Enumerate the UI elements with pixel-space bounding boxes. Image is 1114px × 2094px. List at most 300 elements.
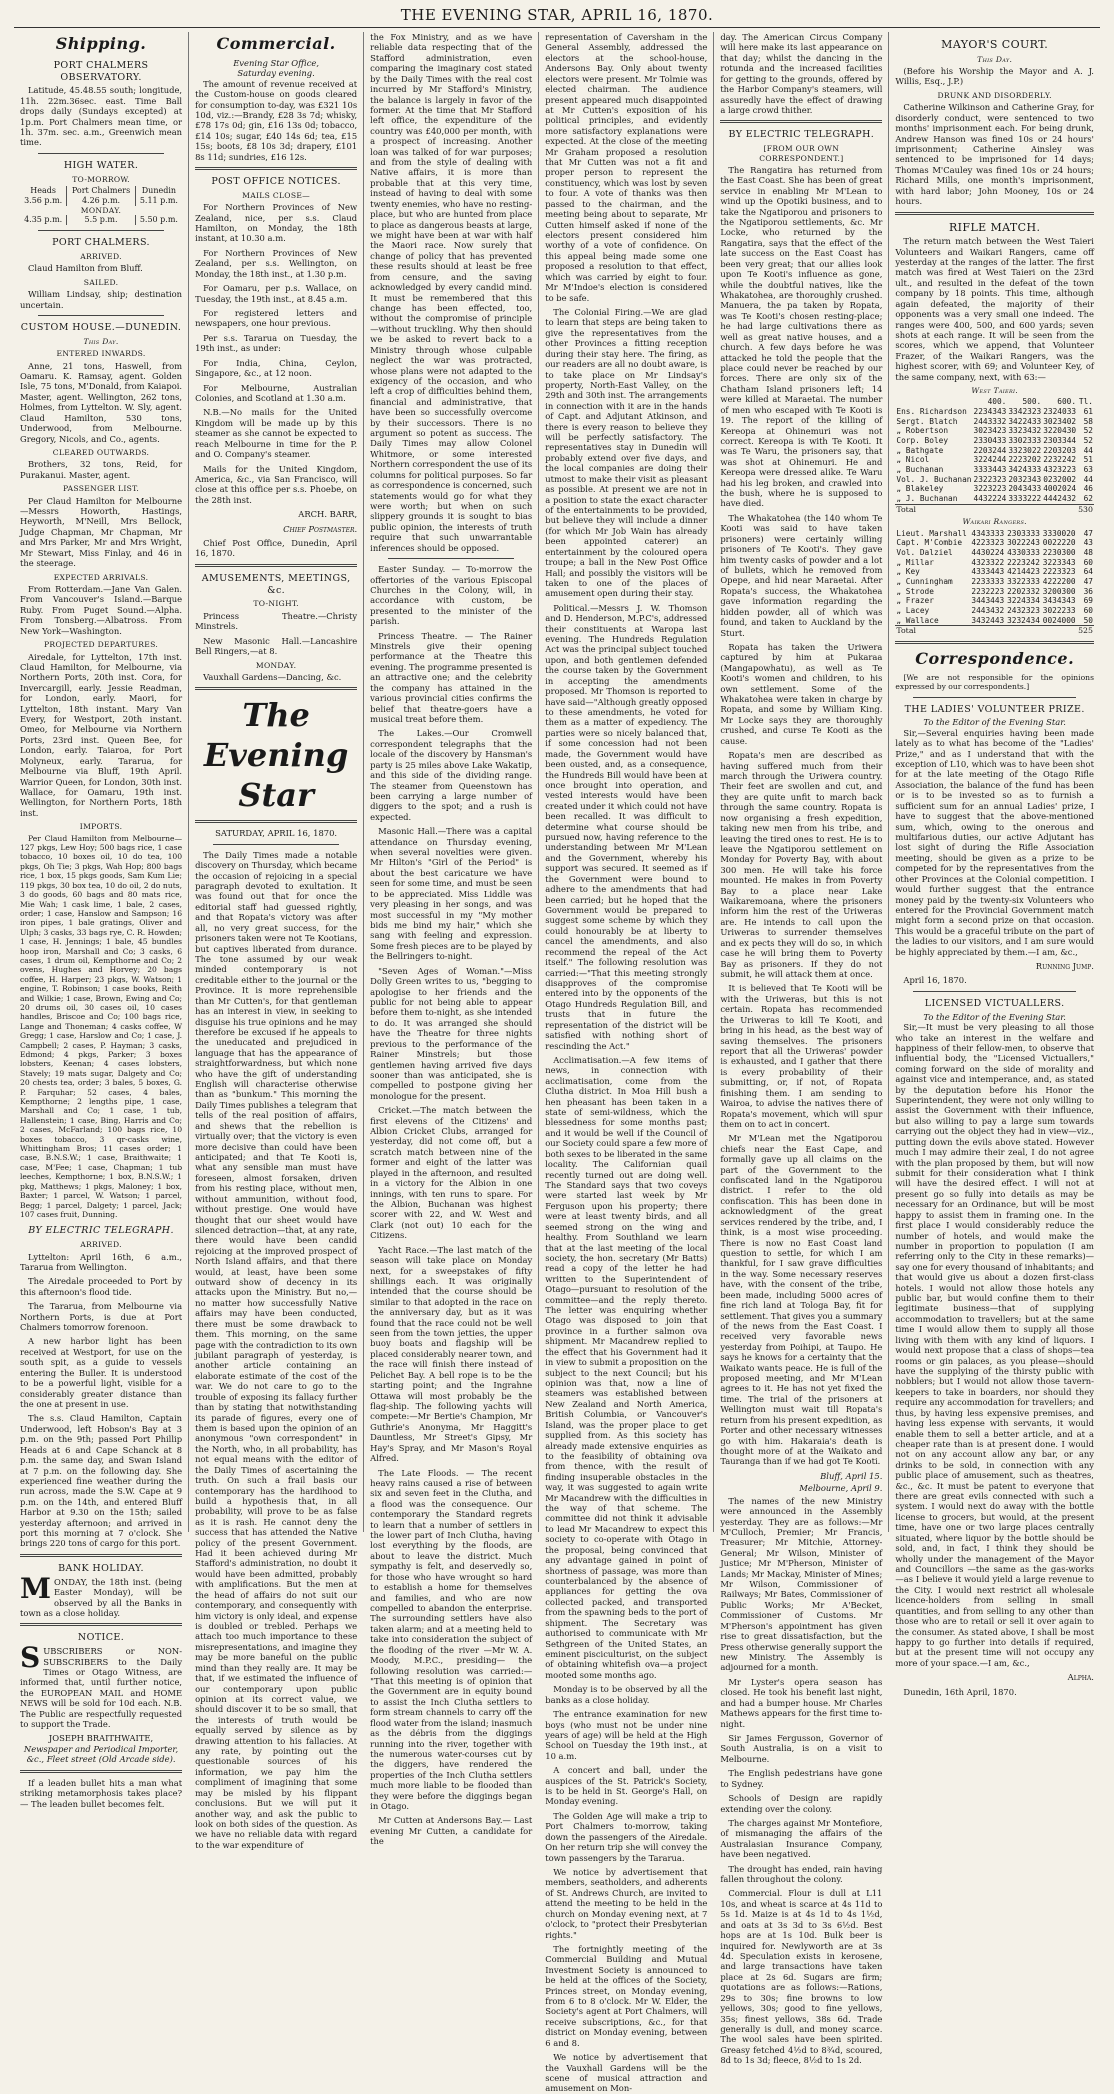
yards-header: Tl.: [1078, 397, 1093, 407]
column-5: [713, 32, 888, 2066]
bank-holiday-text: [20, 1571, 183, 1619]
score-name: „ Millar: [896, 557, 934, 567]
score-name: „ Cunningham: [896, 577, 953, 586]
notice-body: UBSCRIBERS or NON-SUBSCRIBERS to the Daily Times or Otago Witness, are informed that, until further notice, the EUROPEAN MAIL and HOME NEWS will be sold for 10d each. N.B. The Public are respectfully requested to support the Trade.: [20, 1646, 183, 1730]
masonic-hall-item: Masonic Hall.—There was a capital attendance on Thursday evening, when several novelties were given. Mr Hilton's "Girl of the Period" is about the best caricature we have seen for some time, and must be seen to be appreciated. Miss Liddle was very pleasing in her songs, and was most successful in my "My mother bids me bind my hair," which she sang with feeling and expression. Some fresh pieces are to be played by the Bellringers to-night.: [370, 826, 533, 962]
column-2: [188, 32, 363, 1850]
total-spacer: [970, 626, 1006, 636]
correspondence-heading: Correspondence.: [915, 648, 1075, 668]
telegraph-text: It is believed that Te Kooti will be with the Uriweras, but this is not certain. Ropata has recommended the Uriweras to kill Te Kooti, and bring in his head, as the best way of saving themselves. The prisoners report that all the Uriweras' powder is exhausted, and I gather that there is every probability of their submitting, or, if not, of Ropata finishing them. I am sending to Wairoa, to advise the natives there of Ropata's movement, which will spur them on to act in concert.: [720, 983, 883, 1129]
ladies-prize-heading: THE LADIES' VOLUNTEER PRIZE.: [904, 703, 1085, 715]
bank-close-item: Monday is to be observed by all the banks as a close holiday.: [545, 1684, 708, 1705]
claud-text: The s.s. Claud Hamilton, Captain Underwood, left Hobson's Bay at 3 p.m. on the 9th; passed Port Phillip Heads at 6 and Cape Schanck at 8 p.m. the same day, and Swan Island at 7 p.m. on the following day. She experienced fine weather during the run across, made the S.W. Cape at 9 p.m. on the 14th, and entered Bluff Harbor at 9.30 on the 15th; sailed yesterday afternoon; and arrived in port this morning at 7 o'clock. She brings 220 tons of cargo for this port.: [20, 1413, 183, 1549]
late-floods-item: The Late Floods. — The recent heavy rains caused a rise of between six and seven feet in the Clutha, and a flood was the consequence. Our contemporary the Standard regrets to learn that a number of settlers in the lower part of Inch Clutha, having lost everything by the floods, are about to leave the district. Much sympathy is felt, and deservedly so, for those who have wrought so hard to establish a home for themselves and families, and who are now compelled to abandon the enterprise. The surrounding settlers have also taken alarm; and at a meeting held to take into consideration the subject of the flooding of the river —Mr W. A. Moody, M.P.C., presiding— the following resolution was carried:— "That this meeting is of opinion that the Government are in equity bound to assist the Inch Clutha settlers to form stream channels to carry off the flood water from the island; inasmuch as the débris from the diggings running into the river, together with the numerous water-courses cut by the diggers, have rendered the properties of the Inch Clutha settlers much more liable to be flooded than they were before the diggings began in Otago.: [370, 1467, 533, 1812]
arrived2-text: Lyttelton: April 16th, 6 a.m., Tararua from Wellington.: [20, 1251, 183, 1272]
divider: [38, 153, 164, 154]
post-text: For registered letters and newspapers, one hour previous.: [195, 308, 358, 329]
divider: [895, 212, 1094, 215]
tide-col-heads: Heads: [30, 186, 56, 196]
score-400: 2233333: [971, 577, 1005, 586]
tide-cell: 5.5 p.m.: [67, 215, 135, 225]
telegraph-text: The Rangatira has returned from the East Coast. She has been of great service in enabling Mr M'Lean to wind up the Opotiki business, and to take the Ngatiporou and prisoners to the Ngatiporou settlements, &c. Mr Locke, who returned by the Rangatira, says that the effect of the late success on the East Coast has been very great; that our allies look upon Te Kooti's influence as gone, while the doubtful natives, like the Whakatohea, are thoroughly crushed. Manuera, the pa taken by Ropata, was Te Kooti's chosen resting-place; he had large cultivations there as well as great native houses, and a church. A few days before he was attacked he told the people that the place could never be reached by our forces. There are only six of the Chatham Island prisoners left; 14 were killed at Maraetai. The number of men who escaped with Te Kooti is 19. The report of the killing of Kereopa at Ohinemuri was not correct. Kereopa is with Te Kooti. It was Te Waru, the prisoners say, that was shot at Ohinemuri. He and Kereopa were dressed alike. Te Waru had his leg broken, and crawled into the bush, where he is supposed to have died.: [720, 164, 883, 509]
customs-heading: CUSTOM HOUSE.—DUNEDIN.: [20, 322, 182, 334]
bluff-dateline: Bluff, April 15.: [820, 1470, 883, 1481]
columns: [14, 32, 1100, 2094]
sailed-label: SAILED.: [83, 277, 119, 287]
score-600: 0232002: [1043, 474, 1077, 484]
score-name: Sergt. Blatch: [896, 416, 958, 426]
score-row: [895, 407, 1094, 417]
score-600: 2232242: [1043, 455, 1077, 465]
divider: [195, 687, 357, 690]
st-andrews-item: We notice by advertisement that members, seatholders, and adherents of St. Andrews Church, are invited to attend the meeting to be held in the church on Monday evening next, at 7 o'clock, to "protect their Presbyterian rights.": [545, 1866, 708, 1940]
this-day-label: This Day.: [977, 54, 1013, 64]
high-water-heading: HIGH WATER.: [63, 159, 139, 171]
dropcap: S: [20, 1641, 41, 1675]
divider: [895, 641, 1094, 644]
score-total: 62: [1083, 494, 1093, 503]
leader-article-continued: the Fox Ministry, and as we have reliable data respecting that of the Stafford administration, even comparing the imaginary cost stated by the Daily Times with the real cost incurred by Mr Stafford's Ministry, the balance is largely in favor of the former. At the time that Mr Stafford left office, the expenditure of the country was £40,000 per month, with a prospect of increasing. Another loan was talked of for war purposes; and from the style of dealing with Native affairs, it is more than probable that at this very time, instead of having to deal with some twenty enemies, who have no resting-place, but who are hunted from place to place as dangerous beasts at large, we might have been at war with half the Maori race. Now surely that change of policy that has prevented these results should at least be free from censure, and the saving acknowledged by every candid mind. It must be remembered that this change has been effected, too, without the compromise of principle—without truckling. Why then should we be asked to revert back to a Ministry through whose culpable neglect the war was protracted, whose plans were not adapted to the exigency of the occasion, and who left a crop of difficulties behind them, financial and administrative, that have been so successfully overcome by their successors. There is no argument so potent as success. The Daily Times may allow Colonel Whitmore, or some interested Northern correspondent the use of its columns for political purposes. So far as correspondence is concerned, such statements would go for what they were worth; but when on such slippery grounds it is sought to bias public opinion, the interests of truth require that such unwarrantable inferences should be opposed.: [370, 32, 533, 553]
total-value: 525: [1078, 626, 1093, 636]
post-text: Mails for the United Kingdom, America, &c., via San Francisco, will close at this office per s.s. Phoebe, on the 28th inst.: [195, 463, 358, 505]
score-name: „ J. Buchanan: [896, 494, 958, 503]
divider: [720, 120, 882, 123]
amuse-monday-label: MONDAY.: [255, 660, 297, 670]
licensed-victuallers-heading: LICENSED VICTUALLERS.: [924, 997, 1065, 1009]
tomorrow-label: TO-MORROW.: [72, 174, 130, 184]
total-spacer: [973, 504, 1008, 514]
score-row: [895, 465, 1094, 475]
score-500: 4214423: [1007, 567, 1040, 577]
post-text: N.B.—No mails for the United Kingdom will be made up by this steamer as she cannot be expected to reach Melbourne in time for the P. and O. Company's steamer.: [195, 407, 358, 460]
waikari-heading: Waikari Rangers.: [962, 517, 1027, 527]
arrived-label: ARRIVED.: [80, 251, 122, 261]
score-total: 47: [1083, 577, 1093, 586]
mayors-court-heading: MAYOR'S COURT.: [941, 38, 1049, 51]
west-taieri-rows: [895, 407, 1094, 504]
port-chalmers-heading: PORT CHALMERS.: [52, 237, 150, 249]
observatory-text: Latitude, 45.48.55 south; longitude, 11h. 22m.36sec. east. Time Ball drops daily (Sundays excepted) at 1p.m. Port Chalmers mean time, or 1h. 37m. sec. a.m., Greenwich mean time.: [20, 85, 183, 148]
score-total: 36: [1083, 586, 1093, 596]
score-name: Vol. Dalziel: [896, 548, 953, 558]
score-total: 51: [1083, 455, 1093, 465]
score-row: [895, 484, 1094, 494]
score-600: 4002024: [1043, 484, 1077, 494]
acclimatisation-item: Acclimatisation.—A few items of news, in connection with acclimatisation, come from the Clutha district. In Moa Hill bush a hen pheasant has been taken in a state of semi-wildness, which the blessedness for some months past; and it would be well if the Council of our Society could spare a few more of both sexes to be liberated in the same locality. The Californian quail recently turned out are doing well. The Standard says that two coveys were started last week by Mr Ferguson upon his property; there were at least twenty birds, and all seemed strong on the wing and healthy. From Southland we learn that at the last meeting of the local society, the hon. secretary (Mr Batts) read a copy of the letter he had written to the Superintendent of Otago—pursuant to resolution of the committee—and the reply thereto. The letter was enquiring whether Otago was disposed to join that province in a further salmon ova shipment. Mr Macandrew replied to the effect that his Government had it in view to submit a proposition on the subject to the next Council; but his opinion was that, now a line of steamers was established between New Zealand and North America, British Columbia, or Vancouver's Island, was the proper place to get supplied from. As this society has already made extensive enquiries as to the feasibility of obtaining ova from thence, with the result of finding insuperable obstacles in the way, it was suggested to again write Mr Macandrew with the difficulties in the way of that scheme. The committee did not think it advisable to lead Mr Macandrew to expect this society to co-operate with Otago in the proposal, being convinced that any advantage gained in point of shortness of passage, was more than counterbalanced by the absence of appliances for getting the ova collected packed, and transported from the spawning beds to the port of shipment. The Secretary was authorised to communicate with Mr Sethgreen of the United States, an eminent pisciculturist, on the subject of obtaining whitefish ova—a project mooted some months ago.: [545, 1054, 708, 1680]
score-500: 2223242: [1007, 557, 1040, 567]
tararua-text: The Tararua, from Melbourne via Northern Ports, is due at Port Chalmers tomorrow forenoon.: [20, 1301, 183, 1333]
score-400: 3443443: [971, 596, 1005, 606]
licensed-to-editor: To the Editor of the Evening Star.: [923, 1011, 1066, 1022]
score-500: 3232434: [1007, 615, 1040, 625]
score-400: 4430224: [971, 548, 1005, 558]
score-name: „ Blakeley: [896, 484, 944, 494]
building-society-item: The fortnightly meeting of the Commercial Building and Mutual Investment Society is announced to be held at the offices of the Society, Princes street, on Monday evening, from 6 to 8 o'clock. Mr W. Elder, the Society's agent at Port Chalmers, will receive subscriptions, &c., for that district on Monday evening, between 6 and 8.: [545, 1943, 708, 2048]
score-500: 3333222: [1008, 494, 1042, 503]
amusements-heading: AMUSEMENTS, MEETINGS, &c.: [201, 572, 351, 596]
amusement-item: Vauxhall Gardens—Dancing, &c.: [203, 671, 342, 682]
telegraph-text: Mr M'Lean met the Ngatiporou chiefs near the East Cape, and formally gave up all claims on the part of the Government to the confiscated land in the Ngatiporou district. I refer to the old confiscation. This has been done in acknowledgment of the great services rendered by the tribe, and, I think, is a most wise proceeding. There is now no East Coast land question to settle, for which I am thankful, for I saw grave difficulties in the way. Some necessary reserves have, with the consent of the tribe, been made, including 5000 acres of fine rich land at Tologa Bay, fit for settlement. That gives you a summary of the news from the East Coast. I received very favorable news yesterday from Poihipi, at Taupo. He says he knows for a certainty that the Waikato wants peace. He is full of the proposed meeting, and Mr M'Lean agrees to it. He has not yet fixed the time. The trial of the prisoners at Wellington must wait till Ropata's return from his present expedition, as Porter and other necessary witnesses go with him. Hakaraia's death is thought more of at the Waikato and Tauranga than if we had got Te Kooti.: [720, 1133, 883, 1467]
commercial-heading: Commercial.: [216, 34, 336, 53]
telegraph-text: Mr Lyster's opera season has closed. He took his benefit last night, and had a bumper house. Mr Charles Mathews appears for the first time to-night.: [720, 1676, 883, 1729]
airedale-text: The Airedale proceeded to Port by this afternoon's flood tide.: [20, 1276, 183, 1297]
waikari-rows: [895, 529, 1094, 626]
paper-date: SATURDAY, APRIL 16, 1870.: [215, 828, 338, 839]
score-name: „ Bathgate: [896, 445, 944, 455]
score-row: [895, 455, 1094, 465]
yards-spacer: [895, 397, 972, 407]
divider: [195, 167, 357, 170]
score-400: 3224244: [973, 455, 1007, 465]
total-spacer: [1005, 626, 1041, 636]
seven-ages-item: "Seven Ages of Woman."—Miss Dolly Green writes to us, "begging to apologise to her friends and the public for not being able to appear before them to-night, as she intended to do. It was arranged she should have the Theatre for three nights previous to the performance of the Rainer Minstrels; but those gentlemen having arrived five days sooner than was anticipated, she is compelled to postpone giving her monologue for the present.: [370, 965, 533, 1101]
telegraph-text: The English pedestrians have gone to Sydney.: [720, 1768, 883, 1789]
total-spacer: [1042, 504, 1077, 514]
score-500: 2223202: [1008, 455, 1042, 465]
mayor-text: Catherine Wilkinson and Catherine Gray, for disorderly conduct, were sentenced to two months' imprisonment each. For being drunk, Andrew Hanson was fined 10s or 24 hours' imprisonment; Catherine Ainsley was sentenced to be imprisoned for 14 days; Thomas M'Cauley was fined 10s or 24 hours; Richard Mills, one month's imprisonment, with hard labor; John Mooney, 10s or 24 hours.: [895, 102, 1094, 207]
cleared-text: Brothers, 32 tons, Reid, for Purakanui. Master, agent.: [20, 459, 183, 480]
score-400: 2322323: [973, 474, 1007, 484]
telegraph-heading: BY ELECTRIC TELEGRAPH.: [728, 129, 875, 141]
monday-label: MONDAY.: [80, 205, 122, 215]
concert-item: A concert and ball, under the auspices of the St. Patrick's Society, is to be held in St. George's Hall, on Monday evening.: [545, 1765, 708, 1807]
high-school-item: The entrance examination for new boys (who must not be under nine years of age) will be held at the High School on Tuesday the 19th inst., at 10 a.m.: [545, 1709, 708, 1761]
score-400: 2234343: [973, 407, 1007, 417]
this-day-label: This Day.: [83, 336, 119, 346]
score-name: „ Strode: [896, 586, 934, 596]
expected-arrivals-label: EXPECTED ARRIVALS.: [53, 572, 149, 582]
score-400: 3333443: [973, 465, 1007, 475]
score-600: 3023402: [1043, 416, 1077, 426]
tide-cell: 4.35 p.m.: [24, 215, 63, 225]
score-600: 3223343: [1042, 557, 1076, 567]
entered-inwards-label: ENTERED INWARDS.: [56, 349, 146, 359]
telegraph-text: Schools of Design are rapidly extending over the colony.: [720, 1793, 883, 1814]
imports-label: IMPORTS.: [79, 822, 123, 832]
total-label: Total: [895, 626, 969, 636]
score-total: 52: [1083, 436, 1093, 446]
imports-text: Per Claud Hamilton from Melbourne—127 pkgs, Lew Hoy; 500 bags rice, 1 case tobacco, 10 boxes oil, 10 do tea, 100 pkgs, Oh Tie; 3 pkgs, Wah Hop; 800 bags rice, 1 box, 15 pkgs goods, Sam Kum Lie; 119 pkgs, 30 box tea, 10 do oil, 2 do nuts, 3 do goods, 60 bags and 80 mats rice, Mie Wah; 1 cask lime, 1 bale, 2 cases, order; 1 case, Hanslow and Sampson; 16 iron pipes, 1 bale gratings, Oliver and Ulph; 3 casks, 33 bags rye, C. R. Howden; 1 case, H. Jennings; 1 bale, 45 bundles hoop iron, Marshall and Co; 3 casks, 6 cases, 1 drum oil, Kempthorne and Co; 2 ovens, Hughes and Horvey; 20 bags coffee, H. Harper; 23 pkgs, W. Watson; 1 engine, T. Robinson; 1 case books, Reith and Wilkie; 1 case, Brown, Ewing and Co; 20 drums oil, 30 cases oil, 10 cases handles, Briscoe and Co; 100 bags rice, Lange and Thoneman; 4 casks coffee, W Gregg; 1 case, Harslow and Co; 1 case, J. Campbell; 2 cases, P. Hayman; 3 casks, Edmond; 4 pkgs, Parker; 3 boxes lobsters, Keenan; 4 cases lobsters, Stavely; 19 mats sugar, Dalgety and Co; 20 chests tea, order; 3 bales, 5 boxes, G. P. Farquhar; 52 cases, 4 bales, Kempthorne; 2 lengths pipe, 1 case, Marshall and Co; 1 case, 1 tub, Hallenstein; 1 case, Bing, Harris and Co; 2 cases, McFarland; 100 bags rice, 10 boxes tobacco, 3 qr-casks wine, Whittingham Bros; 11 cases order; 1 case, B.N.S.W.; 1 case, Braithwaite; 1 case, M'Fee; 1 case, Chapman; 1 tub leeches, Kempthorne; 1 box, B.N.S.W.; 1 pkg, Matthews; 1 pkgs, Maloney; 1 box, Baxter; 1 parcel, W. Watson; 1 parcel, Begg; 1 parcel, Dalgety; 1 parcel, Jack; 107 cases fruit, Dunning.: [20, 833, 183, 1219]
score-total: 46: [1083, 484, 1093, 494]
commercial-office: Evening Star Office,: [233, 57, 320, 68]
leader-article: The Daily Times made a notable discovery on Thursday, which became the occasion of rejoicing in a special paragraph devoted to exultation. It was found out that for once the editorial staff had guessed rightly, and that Ropata's victory was after all, no very great success, for the prisoners taken were not Te Kootians, but captives liberated from durance. The tone assumed by our weak minded contemporary is not creditable either to the journal or the Province. It is more reprehensible than Mr Cutten's, for that gentleman has an interest in view, in seeking to disguise his true opinions and he may therefore be excused if he appeals to the uneducated and prejudiced in language that has the appearance of straightforwardness, but which none who have the gift of understanding English will characterise otherwise than as "bunkum." This morning the Daily Times publishes a telegram that tells of the real position of affairs, and shews that the rebellion is virtually over; that the victory is even more decisive than could have been anticipated; and that Te Kooti is, what any sensible man must have foreseen, almost forsaken, driven from his resting place, without men, without ammunition, without food, without prestige. One would have thought that our sheet would have silenced detraction—that, at any rate, there would have been candid rejoicing at the improved prospect of North Island affairs, and that there would, at least, have been some outward show of decency in its attacks upon the Ministry. But no,—no matter how successfully Native affairs may have been conducted, there must be some drawback to them. This morning, on the same page with the contradiction to its own jubilant paragraph of yesterday, is another article containing an elaborate estimate of the cost of the war. We do not care to go to the trouble of exposing its fallacy further than by stating that notwithstanding its parade of figures, every one of them is based upon the opinion of an anonymous "own correspondent" in the North, who, in all probability, has not equal means with the editor of the Daily Times of ascertaining the truth. On such a frail basis our contemporary has the hardihood to build a hypothesis that, in all probability, will prove to be as false as it is rash. He cannot deny the success that has attended the Native policy of the present Government. Had it been achieved during Mr Stafford's administration, no doubt it would have been admitted, probably with amplifications. But the men at the head of affairs do not suit our contemporary, and consequently with him victory is only ideal, and expense is doubled or trebled. Perhaps we attach too much importance to these misrepresentations, and imagine they may be more baneful on the public mind than they really are. It may be that, if we estimated the influence of our contemporary upon public opinion at its correct value, we should discover it to be so small, that the interests of truth would be equally served by silence as by drawing attention to his fallacies. At any rate, by pointing out the questionable sources of his information, we pay him the compliment of imagining that some may be misled by his flippant conclusions. But we will put it another way, and ask the public to look on both sides of the question. As we have no reliable data with regard to the war expenditure of: [195, 849, 358, 1850]
score-500: 2303333: [1007, 528, 1040, 538]
projected-text: Airedale, for Lyttelton, 17th inst. Claud Hamilton, for Melbourne, via Northern Ports, 20th inst. Cora, for Invercargill, early. Jessie Readman, for London, early. Maori, for Lyttelton, 18th instant. Mary Van Every, for Westport, 20th instant. Omeo, for Melbourne via Northern Ports, 23rd inst. Queen Bee, for London, early. Taiaroa, for Port Molyneux, early. Tararua, for Melbourne via Bluff, 19th April. Warrior Queen, for London, 30th inst. Wallace, for Oamaru, 19th inst. Wellington, for Northern Ports, 18th inst.: [20, 651, 183, 818]
score-name: „ Frazer: [896, 596, 934, 606]
telegraph-text: The names of the new Ministry were announced in the Assembly yesterday. They are as follows:—Mr M'Culloch, Premier; Mr Francis, Treasurer; Mr Mitchie, Attorney-General; Mr Wilson, Minister of Justice; Mr M'Pherson, Minister of Lands; Mr Mackay, Minister of Mines; Mr Wilson, Commissioner of Railways; Mr Bates, Commissioner of Public Works; Mr A'Becket, Commissioner of Customs. Mr M'Pherson's appointment has given rise to great dissatisfaction, but the Press otherwise generally support the new Ministry. The Assembly is adjourned for a month.: [720, 1495, 883, 1673]
score-600: 0022220: [1042, 538, 1076, 548]
score-total: 63: [1083, 465, 1093, 475]
divider: [388, 558, 514, 559]
score-500: 4330333: [1007, 548, 1040, 558]
divider: [913, 991, 1076, 992]
mayor-before: (Before his Worship the Mayor and A. J. Willis, Esq., J.P.): [895, 66, 1094, 87]
score-row: [895, 548, 1094, 558]
column-4: [538, 32, 713, 2094]
notice-signature: JOSEPH BRAITHWAITE,: [48, 1733, 154, 1744]
divider: [20, 1770, 182, 1773]
score-row: [895, 577, 1094, 587]
score-total: 44: [1083, 474, 1093, 484]
score-total: 50: [1083, 615, 1093, 625]
telegraph-text: Ropata has taken the Uriwera captured by him at Pukaraa (Mangapowhatu), as well as Te Kooti's women and children, to his own settlement. Some of the Whakatohea were taken in charge by Ropata, and some by William King. Mr Locke says they are thoroughly crushed, and curse Te Kooti as the cause.: [720, 641, 883, 746]
melbourne-dateline: Melbourne, April 9.: [799, 1483, 883, 1494]
score-400: 2203244: [973, 445, 1007, 455]
telegraph-text: The Whakatohea (the 140 whom Te Kooti was said to have taken prisoners) were certainly willing prisoners of Te Kooti's. They gave him twenty casks of powder and a lot of bullets, which he removed from Opepe, and hid near Maraetai. After Ropata's success, the Whakatohea gave information regarding the hidden powder, all of which was found, and taken to Auckland by the Sturt.: [720, 512, 883, 638]
score-500: 3323022: [1008, 445, 1042, 455]
score-row: [895, 426, 1094, 436]
divider: [195, 820, 357, 823]
telegraph-text: The charges against Mr Montefiore, of mismanaging the affairs of the Australasian Insurance Company, have been negatived.: [720, 1817, 883, 1860]
tide-cell: 4.26 p.m.: [67, 196, 135, 206]
score-total: 48: [1083, 548, 1093, 558]
divider: [20, 1623, 182, 1626]
colonial-firing-item: The Colonial Firing.—We are glad to learn that steps are being taken to give the representatives from the other Provinces a fitting reception during their stay here. The firing, as our readers are all no doubt aware, is to take place on Mr Lindsay's property, North-East Valley, on the 29th and 30th inst. The arrangements in connection with it are in the hands of Capt. and Adjutant Atkinson, and there is every reason to believe they will be perfectly satisfactory. The representatives stay in Dunedin will probably extend over five days, and the local companies are doing their utmost to make their visit as pleasant as possible. At present we are not in a position to state the exact character of the entertainments to be provided, but believe they will include a dinner (for which Mr Job Wain has already been appointed caterer) an entertainment by the coloured opera troupe; a ball in the New Post Office Hall; and possibly the visitors will be taken to one of the places of amusement open during their stay.: [545, 306, 708, 599]
buoy-text: A new harbor light has been received at Westport, for use on the south spit, as a guide to vessels entering the Buller. It is understood to be a powerful light, visible for a considerably greater distance than the one at present in use.: [20, 1336, 183, 1409]
cutten-item: Mr Cutten at Andersons Bay.— Last evening Mr Cutten, a candidate for the: [370, 1815, 533, 1847]
score-600: 3330020: [1042, 528, 1076, 538]
score-row: [895, 606, 1094, 616]
score-500: 3342323: [1008, 407, 1042, 417]
score-500: 3424333: [1008, 465, 1042, 475]
yards-header: 400.: [987, 397, 1007, 407]
score-400: 2443432: [971, 605, 1005, 615]
arrived2-label: ARRIVED.: [80, 1240, 122, 1250]
telegraph-text: Commercial. Flour is dull at L11 10s, and wheat is scarce at 4s 11d to 5s 1d. Maize is at 4s 1d to 4s 1½d, and oats at 3s 3d to 3s 6½d. Best hops are at 1s 10d. Bulk beer is inquired for. Newlyworth are at 3s 4d. Speculation exists in kerosene, and large transactions have taken place at 2s 6d. Sugars are firm; quotations are as follows:—Rations, 29s to 30s; fine browns to low yellows, 30s; good to fine yellows, 35s; finest yellows, 38s 6d. Trade generally is dull, and money scarce. The wool sales have been spirited. Greasy fetched 4½d to 8¾d, scoured, 8d to 1s 3d; fleece, 8½d to 1s 2d.: [720, 1888, 883, 2066]
licensed-date: Dunedin, 16th April, 1870.: [903, 1686, 1017, 1697]
commercial-text: The amount of revenue received at the Custom-house on goods cleared for consumption to-day, was £321 10s 10d, viz.:—Brandy, £28 3s 7d; whisky, £78 17s 0d; gin, £16 13s 0d; tobacco, £14 10s; sugar, £40 14s 6d; tea, £15 15s; boots, £8 10s 3d; drapery, £101 8s 11d; sundries, £16 12s.: [195, 78, 358, 162]
vauxhall-item-continued: day. The American Circus Company will here make its last appearance on that day; whilst the dancing in the rotunda and the increased facilities for getting to the grounds, offered by the Harbor Company's steamers, will assuredly have the effect of drawing a large crowd thither.: [720, 32, 883, 115]
divider: [195, 564, 357, 567]
score-600: 3022233: [1042, 605, 1076, 615]
yards-header: 500.: [1022, 397, 1042, 407]
post-signature-title: Chief Postmaster.: [283, 523, 358, 534]
score-600: 2324033: [1043, 407, 1077, 417]
score-600: 3220430: [1043, 426, 1077, 436]
post-text: For Northern Provinces of New Zealand, nice, per s.s. Claud Hamilton, on Monday, the 18th instant, at 10.30 a.m.: [195, 202, 358, 244]
score-500: 3224334: [1007, 596, 1040, 606]
score-name: Capt. M'Combie: [896, 538, 963, 548]
score-total: 60: [1083, 557, 1093, 567]
score-row: [895, 436, 1094, 446]
score-name: Vol. J. Buchanan: [896, 474, 972, 484]
ladies-letter: Sir,—Several enquiries having been made lately as to what has become of the "Ladies' Prize," and as I understand that with the exception of L10, which was to have been shot for at the late meeting of the Otago Rifle Association, the balance of the fund has been or is to be invested so as to furnish a sufficient sum for an annual Ladies' prize, I have to suggest that the above-mentioned sum, which, owing to the onerous and multifarious duties, our active Adjutant has lost sight of during the Rifle Association meeting, should be given as a prize to be competed for by the representatives from the other Provinces at the Colonial competition. I would further suggest that the entrance money paid by the twenty-six Volunteers who entered for the Provincial Government match might form a second prize on that occasion. This would be a graceful tribute on the part of the ladies to our visitors, and I am sure would be highly appreciated by them.—I am, &c.,: [895, 727, 1094, 957]
divider: [38, 315, 164, 316]
masthead: THE EVENING STAR, APRIL 16, 1870.: [14, 6, 1100, 28]
score-500: 3322333: [1007, 577, 1040, 586]
score-400: 2330433: [973, 436, 1007, 446]
score-name: „ Lacey: [896, 605, 930, 615]
score-500: 2202332: [1007, 586, 1040, 596]
cleared-outwards-label: CLEARED OUTWARDS.: [52, 447, 150, 457]
score-row: [895, 538, 1094, 548]
score-name: „ Nicol: [896, 455, 930, 465]
drunk-heading: DRUNK AND DISORDERLY.: [937, 90, 1052, 100]
score-row: [895, 616, 1094, 626]
west-taieri-heading: West Taieri.: [971, 386, 1019, 396]
mails-close-label: MAILS CLOSE—: [242, 190, 311, 200]
telegraph-text: Ropata's men are described as having suffered much from their march through the Uriwera country. Their feet are swollen and cut, and they are quite unfit to march back through the same country. Ropata is now organising a fresh expedition, taking new men from his tribe, and leaving the tired ones to rest. He is to leave the Ngatiporou settlement on Monday for Poverty Bay, with about 300 men. He will take his force mounted. He makes in from Poverty Bay to a place near Lake Waikaremoana, where the prisoners inform him the rest of the Uriweras are. He intends to call upon the Uriweras to surrender themselves and ex pects they will do so, in which case he will bring them to Poverty Bay as prisoners. If they do not submit, he will attack them at once.: [720, 750, 883, 980]
score-600: 2223323: [1042, 567, 1076, 577]
post-text: For Northern Provinces of New Zealand, per s.s. Wellington, on Monday, the 18th inst., at 1.30 p.m.: [195, 247, 358, 279]
bank-body: ONDAY, the 18th inst. (being Easter Monday), will be observed by all the Banks in town as a close holiday.: [20, 1576, 183, 1618]
score-row: [895, 529, 1094, 539]
projected-departures-label: PROJECTED DEPARTURES.: [44, 640, 159, 650]
rifle-match-heading: RIFLE MATCH.: [949, 220, 1041, 234]
post-text: For Melbourne, Australian Colonies, and Scotland at 1.30 a.m.: [195, 382, 358, 403]
score-400: 4333443: [971, 567, 1005, 577]
observatory-heading: PORT CHALMERS OBSERVATORY.: [53, 59, 149, 83]
score-500: 2432323: [1007, 605, 1040, 615]
score-500: 2032343: [1008, 474, 1042, 484]
score-600: 0024000: [1042, 615, 1076, 625]
post-text: For Oamaru, per p.s. Wallace, on Tuesday, the 19th inst., at 8.45 a.m.: [195, 283, 358, 304]
score-total: 69: [1083, 596, 1093, 606]
column-6: [888, 32, 1100, 1697]
score-600: 4323223: [1043, 465, 1077, 475]
expected-text: From Rotterdam.—Jane Van Galen. From Vancouver's Island.—Barque Ruby. From Puget Sound.—Alpha. From Tonsberg.—Albatross. From New York—Washington.: [20, 584, 183, 636]
score-600: 4442432: [1043, 494, 1077, 503]
score-row: [895, 494, 1094, 504]
ladies-date: April 16, 1870.: [903, 975, 967, 986]
post-date: Chief Post Office, Dunedin, April 16, 1870.: [195, 538, 358, 559]
ladies-to-editor: To the Editor of the Evening Star.: [923, 717, 1066, 728]
tonight-label: TO-NIGHT.: [253, 599, 299, 609]
tide-table: [20, 186, 182, 225]
score-600: 2303344: [1043, 436, 1077, 446]
ladies-signature: Running Jump.: [1035, 961, 1094, 972]
arrived-text: Claud Hamilton from Bluff.: [28, 263, 143, 274]
score-name: Ens. Richardson: [896, 407, 967, 417]
tide-col-dunedin: Dunedin: [135, 186, 182, 196]
cricket-item: Cricket.—The match between the first elevens of the Citizens' and Albion Cricket Clubs, arranged for yesterday, did not come off, but a scratch match between nine of the former and eight of the latter was played in the afternoon, and resulted in a victory for the Albion in one innings, with ten runs to spare. For the Albion, Buchanan was highest scorer with 22, and W. West and Clark (not out) 10 each for the Citizens.: [370, 1105, 533, 1241]
column-3: [363, 32, 538, 1847]
telegraph-text: The drought has ended, rain having fallen throughout the colony.: [720, 1863, 883, 1885]
total-spacer: [1041, 626, 1077, 636]
west-taieri-scores: [895, 397, 1094, 514]
score-400: 4343333: [971, 528, 1005, 538]
score-500: 3323432: [1008, 426, 1042, 436]
score-row: [895, 587, 1094, 597]
score-500: 3302333: [1008, 436, 1042, 446]
column-1: [14, 32, 188, 1809]
passenger-list-label: PASSENGER LIST.: [62, 484, 140, 494]
golden-age-item: The Golden Age will make a trip to Port Chalmers to-morrow, taking down the passengers of the Airedale. On her return trip she will convey the town passengers by the Tararua.: [545, 1810, 708, 1863]
score-name: Corp. Boley: [896, 436, 949, 446]
cutten-item-continued: representation of Caversham in the General Assembly, addressed the electors at the school-house, Andersons Bay. Only about twenty electors were present. Mr Tolmie was elected chairman. The audience present appeared much disappointed at Mr Cutten's exposition of his political principles, and evidently more satisfactory explanations were expected. At the close of the meeting Mr Graham proposed a resolution that Mr Cutten was not a fit and proper person to represent the constituency, which was lost by seven to four. A vote of thanks was then passed to the chairman, and the meeting being about to separate, Mr Cutten himself asked if none of the electors present considered him worthy of a vote of confidence. On this appeal being made some one proposed a resolution to that effect, which was carried by eight to four. Mr M'Indoe's election is considered to be safe.: [545, 32, 708, 303]
passenger-text: Per Claud Hamilton for Melbourne—Messrs Howorth, Hastings, Heyworth, M'Neill, Mrs Bellock, Judge Chapman, Mr Chapman, Mr and Mrs Parker, Mr and Mrs Wright, Mr Stewart, Miss Finlay, and 46 in the steerage.: [20, 495, 183, 569]
score-row: [895, 596, 1094, 606]
score-name: „ Wallace: [896, 615, 939, 625]
yacht-race-item: Yacht Race.—The last match of the season will take place on Monday next, for a sweepstakes of fifty shillings each. It was originally intended that the course should be similar to that adopted in the race on the anniversary day, but as it was found that the race could not be well seen from the town jetties, the upper buoy boats and flagship will be placed considerably nearer town, and the race will finish there instead of Pelichet Bay. A bell rope is to be the starting point; and the Ingrahne Ottawa will most probably be the flag-ship. The following yachts will compete:—Mr Bertie's Champion, Mr Guthrie's Anonyma, Mr Haggitt's Dauntless, Mr Street's Gipsy, Mr Hay's Spray, and Mr Mason's Royal Alfred.: [370, 1244, 533, 1464]
score-name: „ Key: [896, 567, 920, 577]
entered-text: Anne, 21 tons, Haswell, from Oamaru. K. Ramsay, agent. Golden Isle, 75 tons, M'Donald, from Kaiapoi. Master, agent. Wellington, 262 tons, Holmes, from Lyttelton. W. Sly, agent. Claud Hamilton, 530 tons, Underwood, from Melbourne. Gregory, Nicols, and Co., agents.: [20, 360, 183, 444]
leaden-bullet-text: If a leaden bullet hits a man what striking metamorphosis takes place?— The leaden bullet becomes felt.: [20, 1777, 183, 1809]
score-name: „ Robertson: [896, 426, 949, 436]
yards-header: 600.: [1057, 397, 1077, 407]
rifle-text: The return match between the West Taieri Volunteers and Waikari Rangers, came off yesterday at the ranges of the latter. The first match was fired at West Taieri on the 23rd ult., and resulted in the defeat of the town company by 18 points. This time, although again defeated, the majority of their opponents was a very small one indeed. The ranges were 400, 500, and 600 yards; seven shots at each range. It will be seen from the scores, which we append, that Volunteer Frazer, of the Waikari Rangers, was the highest scorer, with 69; and Volunteer Key, of the same company, next, with 63:—: [895, 236, 1094, 382]
licensed-letter: Sir,—It must be very pleasing to all those who take an interest in the welfare and happiness of their fellow-men, to observe that influential body, the "Licensed Victuallers," coming forward on the side of morality and against vice and intemperance, and, as stated by the deputation before his Honor the Superintendent, they were not only willing to assist the Government with their influence, but also willing to pay a large sum towards carrying out the object they had in view—viz., putting down the evils above stated. However much I may admire their zeal, I do not agree with the plan proposed by them, but will now submit for their consideration what I think will have the desired effect. I will not at present go so fully into details as may be necessary for an Ordinance, but will be most happy to assist them in framing one. In the first place I would considerably reduce the number of hotels, and would make the number in proportion to population (I am referring only to the City in these remarks)—say one for every thousand of inhabitants; and that would give us about a dozen first-class hotels. I would not allow those hotels any public bar, but would confine them to their legitimate business—that of supplying accommodation to travellers; but at the same time I would allow them to supply all those living with them with any kind of liquors. I would next propose that a class of shops—tea rooms or gin palaces, as you please—should have the supplying of the thirsty public with nobblers; but I would not allow those tavern-keepers to take in boarders, nor should they require any accommodation for travellers; and thus, by having less expensive premises, and having less expense with servants, it would enable them to sell a better article, and at a cheaper rate than is at present done. I would not on any account allow any bar, or any drinks to be sold, in connection with any public place of amusement, such as theatres, &c., &c. It must be patent to everyone that there are great evils connected with such a system. I would next do away with the bottle license to grocers, but would, at the present time, have one or two large places centrally situated, where liquor by the bottle should be sold, and, in fact, I think they should be wholly under the management of the Mayor and Councillors —the same as the gas-works—as I believe it would yield a large revenue to the City. I would next restrict all wholesale licence-holders from selling in small quantities, and from selling to any other than those who are to retail or sell it over again to the consumer. As stated above, I shall be most happy to go further into details if required, but at the present time will not occupy any more of your space.—I am, &c.,: [895, 1022, 1094, 1668]
post-signature: ARCH. BARR,: [298, 509, 358, 520]
easter-sunday-item: Easter Sunday. — To-morrow the offertories of the various Episcopal Churches in the Colony, will, in accordance with custom, be presented to the minister of the parish.: [370, 564, 533, 627]
shipping-heading: Shipping.: [55, 34, 147, 53]
by-electric-heading: BY ELECTRIC TELEGRAPH.: [28, 1225, 174, 1237]
amusement-item: Princess Theatre.—Christy Minstrels.: [195, 610, 358, 632]
telegraph-text: Sir James Fergusson, Governor of South Australia, is on a visit to Melbourne.: [720, 1732, 883, 1764]
score-600: 2230300: [1042, 548, 1076, 558]
score-600: 2203203: [1043, 445, 1077, 455]
score-total: 43: [1083, 538, 1093, 548]
score-500: 2043433: [1008, 484, 1042, 494]
divider: [38, 230, 164, 231]
post-text: For India, China, Ceylon, Singapore, &c., at 12 noon.: [195, 357, 358, 379]
licensed-signature: Alpha.: [1067, 1672, 1094, 1683]
telegraph-subheading: [FROM OUR OWN CORRESPONDENT.]: [759, 144, 844, 163]
score-400: 3023423: [973, 426, 1007, 436]
score-400: 4323322: [971, 557, 1005, 567]
score-600: 3434343: [1042, 596, 1076, 606]
tide-col-port: Port Chalmers: [67, 186, 135, 196]
commercial-day: Saturday evening.: [237, 68, 315, 79]
score-total: 52: [1083, 426, 1093, 436]
total-value: 530: [1078, 504, 1093, 514]
dropcap: M: [20, 1571, 51, 1605]
post-text: Per s.s. Tararua on Tuesday, the 19th inst., as under:: [195, 332, 358, 354]
score-total: 47: [1083, 528, 1093, 538]
score-500: 3422433: [1008, 416, 1042, 426]
political-item: Political.—Messrs J. W. Thomson and D. Henderson, M.P.C's, addressed their constituents at Waropa last evening. The Hundreds Regulation Act was the principal subject touched upon, and both gentlemen defended the course taken by the Government in accepting the amendments proposed. Mr Thomson is reported to have said—"Although greatly opposed to these amendments, he voted for them as a matter of expediency. The parties were so nicely balanced that, if some concession had not been made, the Government would have been ousted, and, as a consequence, the Hundreds Bill would have been at once brought into operation, and vested interests would have been created under it which could not have been recalled. It was difficult to determine what course should be pursued now, having reference to the understanding between Mr M'Lean and the Government, whereby his support was secured. It seemed as if the Government were bound to adhere to the amendments that had been carried; but he hoped that the Government would be prepared to suggest some scheme by which they could honourably be at liberty to cancel the amendments, and also recommend the repeal of the Act itself." The following resolution was carried:—"That this meeting strongly disapproves of the compromise entered into by the opponents of the Otago Hundreds Regulation Bill, and trusts that in future the representation of the district will be satisfied with nothing short of rescinding the Act.": [545, 602, 708, 1051]
notice-signature-detail: Newspaper and Periodical Importer, &c., Fleet street (Old Arcade side).: [23, 1743, 179, 1765]
vauxhall-item: We notice by advertisement that the Vauxhall Gardens will be the scene of musical attraction and amusement on Mon-: [545, 2052, 708, 2094]
sailed-text: William Lindsay, ship; destination uncertain.: [20, 289, 183, 310]
score-500: 3022243: [1007, 538, 1040, 548]
divider: [913, 697, 1076, 698]
divider: [20, 1554, 182, 1557]
score-400: 3223223: [973, 484, 1007, 494]
score-600: 3200300: [1042, 586, 1076, 596]
score-400: 4223323: [971, 538, 1005, 548]
bank-holiday-heading: BANK HOLIDAY.: [58, 1562, 144, 1574]
total-label: Total: [895, 504, 972, 514]
divider: [213, 844, 339, 845]
score-row: [895, 558, 1094, 568]
score-row: [895, 446, 1094, 456]
score-400: 2232223: [971, 586, 1005, 596]
score-row: [895, 567, 1094, 577]
score-400: 3432443: [971, 615, 1005, 625]
score-name: Lieut. Marshall: [896, 528, 967, 538]
tide-cell: 5.11 p.m.: [135, 196, 182, 206]
tide-cell: 5.50 p.m.: [135, 215, 182, 225]
princess-theatre-item: Princess Theatre. — The Rainer Minstrels give their opening performance at the Theatre this evening. The programme presented is an attractive one; and the celebrity the company has attained in the various provincial cities confirms the belief that theatre-goers have a musical treat before them.: [370, 630, 533, 724]
notice-heading: NOTICE.: [77, 1632, 125, 1644]
lakes-item: The Lakes.—Our Cromwell correspondent telegraphs that the locale of the discovery by Hansman's party is 25 miles above Lake Wakatip, and this side of the dividing range. The steamer from Queenstown has been carrying a large number of diggers to the spot; and a rush is expected.: [370, 728, 533, 822]
score-total: 58: [1083, 416, 1093, 426]
total-spacer: [1007, 504, 1042, 514]
waikari-scores: [895, 529, 1094, 636]
score-400: 2443332: [973, 416, 1007, 426]
score-400: 4432224: [973, 494, 1007, 503]
score-row: [895, 475, 1094, 485]
score-total: 60: [1083, 605, 1093, 615]
score-name: „ Buchanan: [896, 465, 944, 475]
paper-title: The Evening Star: [203, 696, 349, 814]
score-total: 61: [1083, 407, 1093, 417]
score-total: 64: [1083, 567, 1093, 577]
amusement-item: New Masonic Hall.—Lancashire Bell Ringers,—at 8.: [195, 635, 358, 657]
correspondence-disclaimer: [We are not responsible for the opinions expressed by our correspondents.]: [895, 672, 1094, 692]
post-office-heading: POST OFFICE NOTICES.: [211, 176, 341, 188]
